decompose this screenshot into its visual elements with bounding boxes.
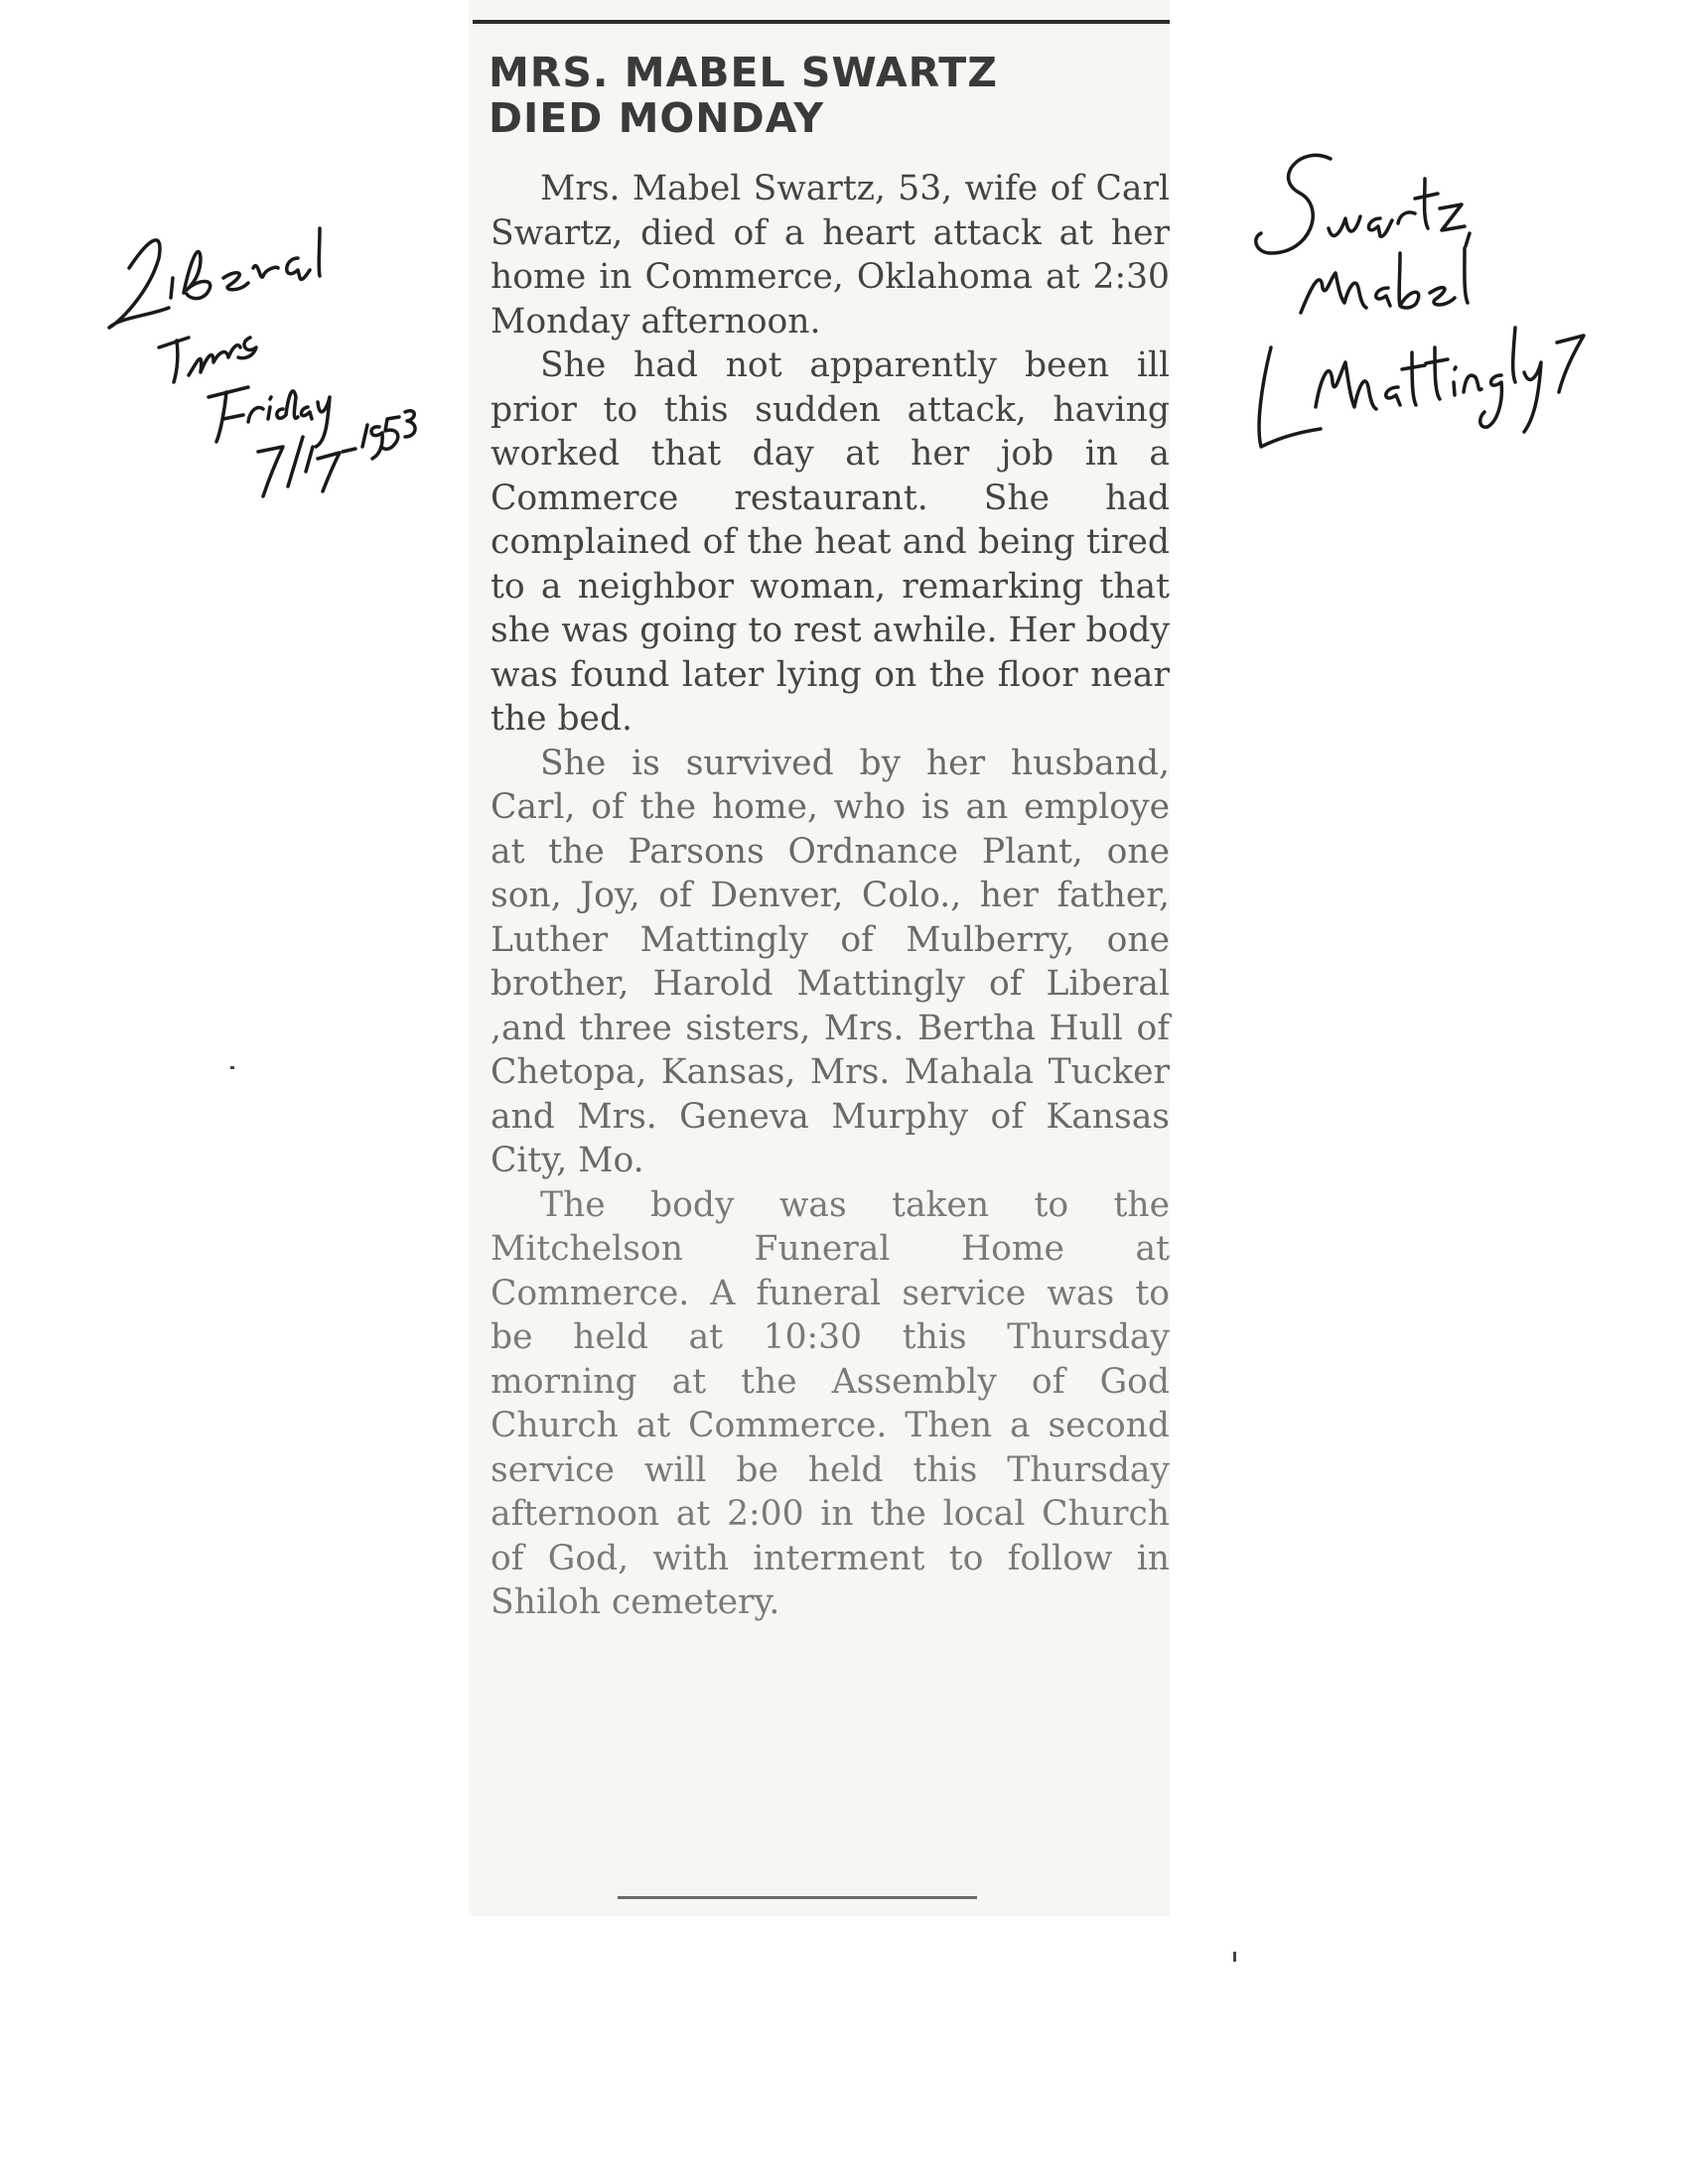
paragraph-death-notice: Mrs. Mabel Swartz, 53, wife of Carl Swartz, died of a heart attack at her home in Commerce, Oklahoma at 2:30 Monday afternoon.: [491, 169, 1170, 341]
paragraph-services: The body was taken to the Mitchelson Funeral Home at Commerce. A funeral service was to be held at 10:30 this Thursday morning at the Assembly of God Church at Commerce. Then a second service will be held this Thursday afternoon at 2:00 in the local Church of God, with interment to follow in Shiloh cemetery.: [491, 1184, 1170, 1622]
obituary-headline: [489, 50, 1144, 141]
handwritten-note-left: [89, 199, 447, 526]
headline-line-1: MRS. MABEL SWARTZ: [489, 49, 999, 96]
paragraph-survivors: She is survived by her husband, Carl, of the home, who is an employe at the Parsons Ordnance Plant, one son, Joy, of Denver, Colo., her father, Luther Mattingly of Mulberry, one brother, Harold Mattingly of Liberal ,and three sisters, Mrs. Bertha Hull of Chetopa, Kansas, Mrs. Mahala Tucker and Mrs. Geneva Murphy of Kansas City, Mo.: [491, 743, 1170, 1180]
bottom-rule: [618, 1896, 977, 1899]
headline-line-2: DIED MONDAY: [489, 94, 825, 142]
handwritten-note-right: [1241, 139, 1638, 477]
paragraph-circumstances: She had not apparently been ill prior to this sudden attack, having worked that day at her job in a Commerce restaurant. She had complained of the heat and being tired to a neighbor woman, remarking that she was going to rest awhile. Her body was found later lying on the floor near the bed.: [491, 345, 1170, 739]
top-rule: [473, 20, 1170, 24]
stray-mark: [1233, 1952, 1236, 1962]
stray-mark: [230, 1066, 234, 1069]
obituary-body: [491, 167, 1170, 1625]
